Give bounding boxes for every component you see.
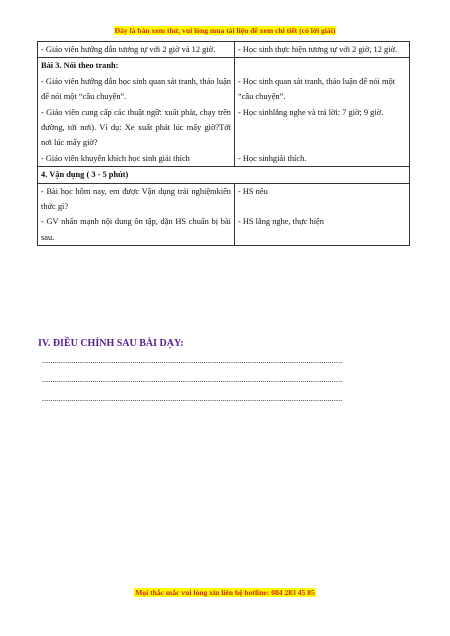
teacher-cell bbox=[38, 183, 235, 246]
table-row bbox=[38, 42, 410, 58]
preview-notice: Đây là bản xem thử, vui lòng mua tài liệu để xem chi tiết (có lời giải) bbox=[114, 26, 336, 35]
dotted-line: ............................................................................................................................................... bbox=[42, 375, 343, 384]
teacher-activity: - Bài học hôm nay, em được Vận dụng trải nghiệmkiến thức gì? bbox=[41, 186, 231, 212]
student-cell bbox=[235, 183, 410, 246]
student-activity: - HS lắng nghe, thực hiện bbox=[238, 217, 324, 227]
teacher-activity: - Giáo viên hướng dẫn học sinh quan sát tranh, thảo luận để nói một “câu chuyện”. bbox=[41, 76, 231, 102]
exercise-title: Bài 3. Nói theo tranh: bbox=[41, 61, 119, 71]
section-title: 4. Vận dụng ( 3 - 5 phút) bbox=[38, 167, 410, 183]
lesson-plan-table bbox=[37, 41, 410, 246]
teacher-cell: - Giáo viên hướng dẫn tương tự với 2 giờ và 12 giờ. bbox=[38, 42, 235, 58]
teacher-activity: - Giáo viên cung cấp các thuật ngữ: xuất phát, chạy trên đường, tới nơi). Ví dụ: Xe xuất phát lúc mấy giờ?Tới nơi lúc mấy giờ? bbox=[41, 107, 231, 148]
teacher-activity: - GV nhấn mạnh nội dung ôn tập, dặn HS chuẩn bị bài sau. bbox=[41, 217, 231, 242]
teacher-activity: - Giáo viên khuyến khích học sinh giải thích bbox=[41, 153, 190, 163]
table-row bbox=[38, 58, 410, 167]
student-activity: - HS nêu bbox=[238, 186, 268, 196]
table-row bbox=[38, 167, 410, 183]
hotline-notice: Mọi thắc mắc vui lòng xin liên hệ hotline: 084 283 45 85 bbox=[135, 588, 315, 597]
student-cell bbox=[235, 58, 410, 167]
table-row bbox=[38, 183, 410, 246]
student-activity: - Học sinhlắng nghe và trả lời: 7 giờ; 9 giờ. bbox=[238, 107, 384, 117]
student-activity: - Học sinh quan sát tranh, thảo luận để nói một “câu chuyện”. bbox=[238, 76, 395, 102]
teacher-cell bbox=[38, 58, 235, 167]
adjustment-heading: IV. ĐIỀU CHỈNH SAU BÀI DẠY: bbox=[38, 338, 184, 349]
student-cell: - Học sinh thực hiện tương tự với 2 giờ, 12 giờ. bbox=[235, 42, 410, 58]
dotted-line: ............................................................................................................................................... bbox=[42, 394, 343, 403]
dotted-line: ............................................................................................................................................... bbox=[42, 356, 343, 365]
student-activity: - Học sinhgiải thích. bbox=[238, 153, 307, 163]
